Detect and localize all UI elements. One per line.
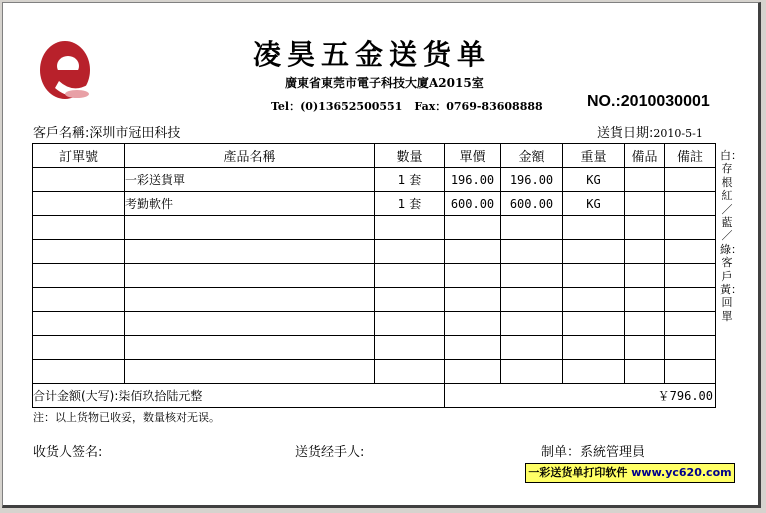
cell-unit-price: 196.00 xyxy=(445,168,501,192)
table-row xyxy=(33,168,716,192)
header-remark: 備註 xyxy=(665,144,716,168)
cell-product-name: 考勤軟件 xyxy=(125,192,375,216)
ship-date-line xyxy=(597,122,703,141)
header-product-name: 產品名稱 xyxy=(125,144,375,168)
cell-weight: KG xyxy=(563,192,625,216)
header-amount: 金額 xyxy=(501,144,563,168)
header-spare: 備品 xyxy=(625,144,665,168)
banner-text: 一彩送货单打印软件 xyxy=(528,466,628,479)
cell-unit-price: 600.00 xyxy=(445,192,501,216)
document-number: NO.:2010030001 xyxy=(587,93,710,110)
cell-amount: 196.00 xyxy=(501,168,563,192)
table-row-empty xyxy=(33,240,716,264)
cell-spare xyxy=(625,168,665,192)
cell-remark xyxy=(665,168,716,192)
items-table xyxy=(32,143,716,408)
total-row xyxy=(33,384,716,408)
company-logo xyxy=(37,36,95,102)
total-amount: ￥796.00 xyxy=(445,384,716,408)
deliverer-signature: 送货经手人: xyxy=(295,445,365,460)
table-row-empty xyxy=(33,336,716,360)
table-row-empty xyxy=(33,264,716,288)
total-in-words xyxy=(33,384,445,408)
total-label: 合计金额(大写): xyxy=(33,389,119,403)
cell-remark xyxy=(665,192,716,216)
company-contact xyxy=(271,98,555,114)
table-row-empty xyxy=(33,216,716,240)
table-row xyxy=(33,192,716,216)
ship-date-label: 送貨日期: xyxy=(597,126,654,141)
footer-note: 注：以上货物已收妥，数量核对无误。 xyxy=(33,411,220,424)
cell-quantity: 1 套 xyxy=(375,192,445,216)
total-words: 柒佰玖拾陆元整 xyxy=(118,389,203,403)
table-row-empty xyxy=(33,288,716,312)
header-unit-price: 單價 xyxy=(445,144,501,168)
cell-spare xyxy=(625,192,665,216)
software-banner[interactable] xyxy=(525,463,735,483)
cell-quantity: 1 套 xyxy=(375,168,445,192)
cell-order-no xyxy=(33,192,125,216)
copy-distribution-note: 白：存根 紅／藍／綠：客戶 黃：回單 xyxy=(720,149,744,323)
cell-weight: KG xyxy=(563,168,625,192)
table-header-row xyxy=(33,144,716,168)
cell-amount: 600.00 xyxy=(501,192,563,216)
header-weight: 重量 xyxy=(563,144,625,168)
customer-name: 深圳市冠田科技 xyxy=(89,126,181,141)
header-quantity: 數量 xyxy=(375,144,445,168)
header-order-no: 訂單號 xyxy=(33,144,125,168)
table-row-empty xyxy=(33,360,716,384)
cell-product-name: 一彩送貨單 xyxy=(125,168,375,192)
table-row-empty xyxy=(33,312,716,336)
company-tel: Tel：(0)13652500551 xyxy=(271,100,403,113)
company-address: 廣東省東莞市電子科技大廈A2015室 xyxy=(285,76,484,90)
delivery-note-paper xyxy=(2,2,761,508)
company-title: 凌昊五金送货单 xyxy=(253,38,492,71)
ship-date-value: 2010-5-1 xyxy=(653,127,703,140)
customer-label: 客戶名稱: xyxy=(33,126,90,141)
receiver-signature: 收货人签名: xyxy=(33,445,103,460)
cell-order-no xyxy=(33,168,125,192)
banner-url[interactable]: www.yc620.com xyxy=(631,466,732,479)
document-maker: 制单：系統管理員 xyxy=(541,445,646,460)
customer-line xyxy=(33,122,180,141)
company-fax: Fax：0769-83608888 xyxy=(414,100,543,113)
